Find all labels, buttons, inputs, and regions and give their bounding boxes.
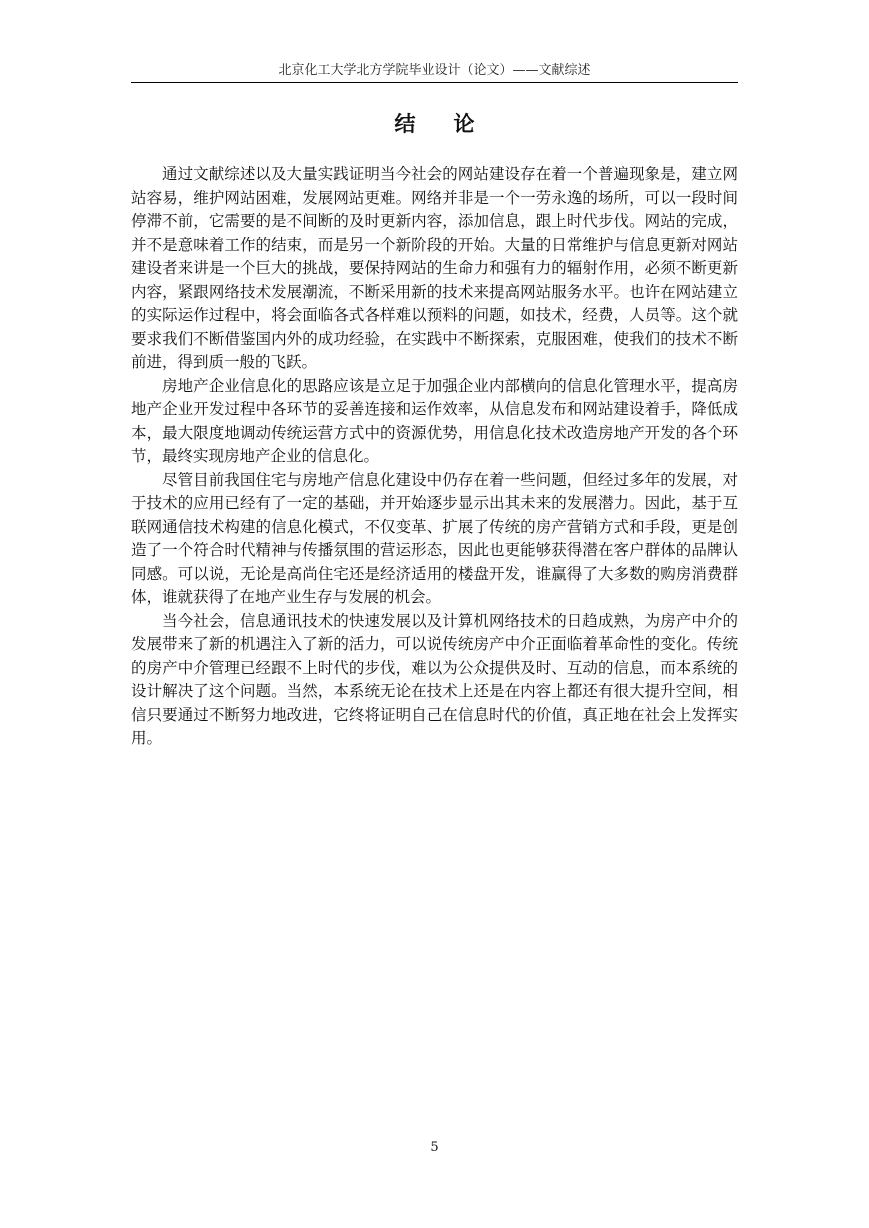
paragraph-4: 当今社会，信息通讯技术的快速发展以及计算机网络技术的日趋成熟，为房产中介的发展带来了新的机遇注入了新的活力，可以说传统房产中介正面临着革命性的变化。传统的房产中介管理已经跟不上时代的步伐，难以为公众提供及时、互动的信息，而本系统的设计解决了这个问题。当然，本系统无论在技术上还是在内容上都还有很大提升空间，相信只要通过不断努力地改进，它终将证明自己在信息时代的价值，真正地在社会上发挥实用。 xyxy=(131,611,738,747)
paragraph-3: 尽管目前我国住宅与房地产信息化建设中仍存在着一些问题，但经过多年的发展，对于技术的应用已经有了一定的基础，并开始逐步显示出其未来的发展潜力。因此，基于互联网通信技术构建的信息化模式，不仅变革、扩展了传统的房产营销方式和手段，更是创造了一个符合时代精神与传播氛围的营运形态，因此也更能够获得潜在客户群体的品牌认同感。可以说，无论是高尚住宅还是经济适用的楼盘开发，谁赢得了大多数的购房消费群体，谁就获得了在地产业生存与发展的机会。 xyxy=(131,470,738,606)
section-title-char-2: 论 xyxy=(453,111,475,136)
running-header: 北京化工大学北方学院毕业设计（论文）——文献综述 xyxy=(278,63,591,78)
conclusion-body xyxy=(131,163,738,751)
section-title-char-1: 结 xyxy=(394,111,416,136)
header-divider xyxy=(131,82,738,83)
paragraph-2: 房地产企业信息化的思路应该是立足于加强企业内部横向的信息化管理水平，提高房地产企业开发过程中各环节的妥善连接和运作效率，从信息发布和网站建设着手，降低成本，最大限度地调动传统运营方式中的资源优势，用信息化技术改造房地产开发的各个环节，最终实现房地产企业的信息化。 xyxy=(131,376,738,465)
page-number: 5 xyxy=(430,1140,439,1155)
paragraph-1: 通过文献综述以及大量实践证明当今社会的网站建设存在着一个普遍现象是，建立网站容易，维护网站困难，发展网站更难。网络并非是一个一劳永逸的场所，可以一段时间停滞不前，它需要的是不间断的及时更新内容，添加信息，跟上时代步伐。网站的完成，并不是意味着工作的结束，而是另一个新阶段的开始。大量的日常维护与信息更新对网站建设者来讲是一个巨大的挑战，要保持网站的生命力和强有力的辐射作用，必须不断更新内容，紧跟网络技术发展潮流，不断采用新的技术来提高网站服务水平。也许在网站建立的实际运作过程中，将会面临各式各样难以预料的问题，如技术，经费，人员等。这个就要求我们不断借鉴国内外的成功经验，在实践中不断探索，克服困难，使我们的技术不断前进，得到质一般的飞跃。 xyxy=(131,165,738,371)
section-title xyxy=(131,110,738,138)
